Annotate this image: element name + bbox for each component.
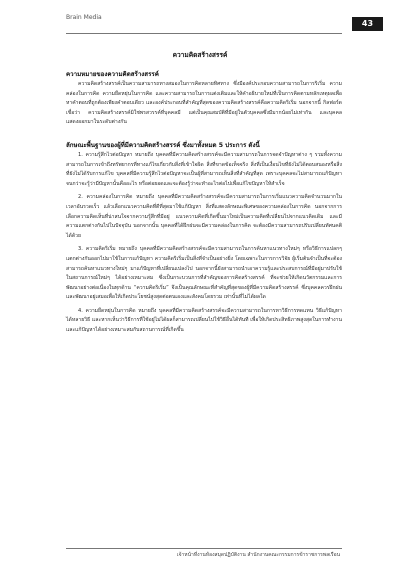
characteristic-item-2: 2. ความคล่องในการคิด หมายถึง บุคคลที่มีความคิดสร้างสรรค์จะมีความสามารถในการเริ่มแนวความคิดจำนวนมากในเวลาอันรวดเร็ว แล้วเลือกแนวความคิดที่ดีที่สุดมาใช้แก้ปัญหา สิ่งที่แสดงลักษณะพิเศษของความคล่องในการคิด นอกจากการเลือกความคิดเห็นที่น่าสนใจจากความรู้สึกที่มีอยู่ แนวความคิดที่เกิดขึ้นมาใหม่เป็นความคิดที่เปลี่ยนไปจากแนวคิดเดิม และมีความแตกต่างกันไปในปัจจุบัน นอกจากนั้น บุคคลที่ได้ฝึกฝนจะมีความคล่องในการคิด จะต้องมีความสามารถปรับเปลี่ยนทัศนคติได้ด้วย xyxy=(66,194,342,239)
page-body xyxy=(66,69,342,336)
section-heading-definition: ความหมายของความคิดสร้างสรรค์ xyxy=(66,71,159,78)
characteristic-item-4: 4. ความยืดหยุ่นในการคิด หมายถึง บุคคลที่มีความคิดสร้างสรรค์จะมีความสามารถในการหาวิธีการทดแทน วิธีแก้ปัญหาได้หลายวิธี และหากเห็นว่าวิธีการที่ใช้อยู่ไม่ได้ผลก็สามารถเปลี่ยนไปใช้วิธีอื่นได้ทันที เพื่อให้เกิดประสิทธิภาพสูงสุดในการทำงาน และแก้ปัญหาได้อย่างเหมาะสมกับสถานการณ์ที่เกิดขึ้น xyxy=(66,307,342,334)
running-footer: เจ้าหน้าที่งานห้องสมุดปฏิบัติงาน สำนักงานคณะกรรมการข้าราชการพลเรือน xyxy=(176,552,340,558)
header-divider xyxy=(66,33,342,34)
page-number-badge: 43 xyxy=(352,17,383,31)
characteristic-item-1: 1. ความรู้สึกไวต่อปัญหา หมายถึง บุคคลที่มีความคิดสร้างสรรค์จะมีความสามารถในการจดจำปัญหาต่าง ๆ รวมทั้งความสามารถในการเข้าถึงทรัพยากรที่ทางแก้ไขเกี่ยวกับสิ่งที่เข้าใจผิด สิ่งที่ขาดข้อเท็จจริง สิ่งที่เป็นเงื่อนไขที่ยังไม่ได้ตอบสนองหรือสิ่งที่ยังไม่ได้รับการแก้ไข บุคคลที่มีความรู้สึกไวต่อปัญหาจะเป็นผู้ที่สามารถเห็นสิ่งที่สำคัญที่สุด เพราะบุคคลจะไม่สามารถแก้ปัญหาจนกว่าจะรู้ว่ามีปัญหานั้นคืออะไร หรือต่อยอดและจะต้องรู้ว่าจะทำอะไรต่อไปเพื่อแก้ไขปัญหาให้สำเร็จ xyxy=(66,151,342,187)
characteristic-item-3: 3. ความคิดริเริ่ม หมายถึง บุคคลที่มีความคิดสร้างสรรค์จะมีความสามารถในการค้นหาแนวทางใหม่ๆ หรือวิธีการแปลกๆ แตกต่างกันออกไปมาใช้ในการแก้ปัญหา ความคิดริเริ่มเป็นสิ่งที่จำเป็นอย่างยิ่ง โดยเฉพาะในการการวิจัย ผู้เริ่มต้นจำเป็นที่จะต้องสามารถค้นหาแนวทางใหม่ๆ มาแก้ปัญหาที่เปลี่ยนแปลงไป นอกจากนี้ยังสามารถนำเอาความรู้และประสบการณ์ที่มีอยู่มาปรับใช้ในสถานการณ์ใหม่ๆ ได้อย่างเหมาะสม ซึ่งเป็นกระบวนการที่สำคัญของการคิดสร้างสรรค์ ที่จะช่วยให้เกิดนวัตกรรมและการพัฒนาอย่างต่อเนื่องในทุกด้าน “ความคิดริเริ่ม” จึงเป็นคุณลักษณะที่สำคัญที่สุดของผู้ที่มีความคิดสร้างสรรค์ ซึ่งบุคคลควรฝึกฝนและพัฒนาอยู่เสมอเพื่อให้เกิดประโยชน์สูงสุดต่อตนเองและสังคมโดยรวม เท่านั้นที่ไม่ได้ผลใด xyxy=(66,246,342,301)
running-header-brand: Brain Media xyxy=(66,14,102,21)
definition-paragraph: ความคิดสร้างสรรค์เป็นความสามารถทางสมองในการคิดหลายทิศทาง ซึ่งมีองค์ประกอบความสามารถในการริเริ่ม ความคล่องในการคิด ความยืดหยุ่นในการคิด และความสามารถในการแต่งเติมและให้คำอธิบายใหม่ที่เป็นการคิดตามหลักเหตุผลเพื่อหาคำตอบที่ถูกต้องเพียงคำตอบเดียว และองค์ประกอบที่สำคัญที่สุดของความคิดสร้างสรรค์คือความคิดริเริ่ม นอกจากนี้ กิลฟอร์ดเชื่อว่า ความคิดสร้างสรรค์มิใช่พรสวรรค์ที่บุคคลมี แต่เป็นคุณสมบัติที่มีอยู่ในตัวบุคคลซึ่งมีมากน้อยไม่เท่ากัน และบุคคลแสดงออกมาในระดับต่างกัน xyxy=(66,81,342,126)
footer-divider xyxy=(66,548,342,549)
section-heading-characteristics: ลักษณะพื้นฐานของผู้ที่มีความคิดสร้างสรรค์ ซึ่งมาทั้งหมด 5 ประการ ดังนี้ xyxy=(66,141,260,149)
page-title: ความคิดสร้างสรรค์ xyxy=(172,51,228,59)
